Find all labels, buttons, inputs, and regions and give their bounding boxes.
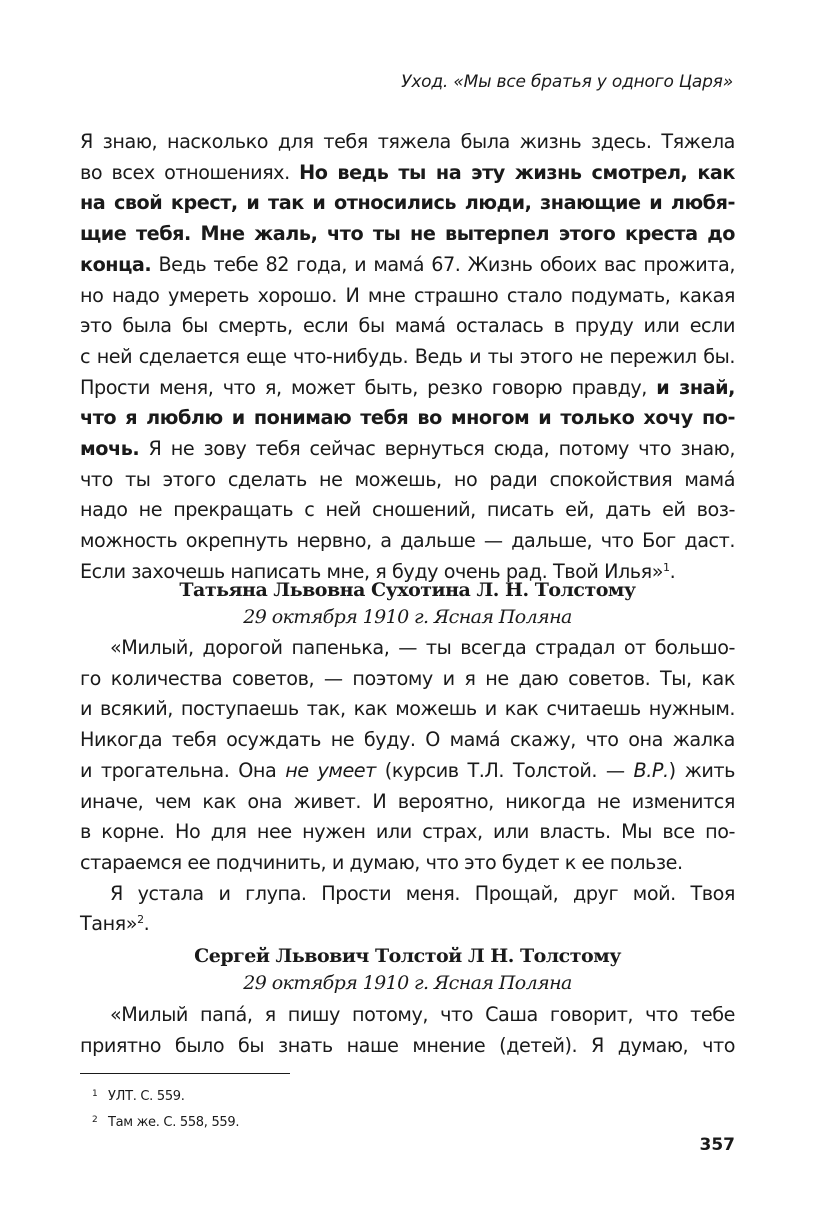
text-run: Я знаю, насколько для тебя тяжела была жизнь здесь. Тяжела [80,130,735,153]
text-line [80,188,735,219]
text-line [80,403,735,434]
footnote-ref: 1 [663,560,670,574]
text-line [80,219,735,250]
text-run: и трогательна. Она [80,758,286,782]
text-line [80,694,735,725]
bold-text-run: щие тебя. Мне жаль, что ты не вытерпел этого креста до [80,222,735,246]
text-run: ) жить [668,758,736,782]
text-line [80,633,735,664]
bold-text-run: Но ведь ты на эту жизнь смотрел, как [299,160,735,184]
text-line [80,465,735,496]
italic-text-run: В.Р. [633,758,669,782]
text-run: Таня» [80,912,138,936]
text-line [80,879,735,910]
bold-text-run: что я люблю и понимаю тебя во многом и только хочу по- [80,406,735,430]
text-run: Я не зову тебя сейчас вернуться сюда, потому что знаю, [139,437,735,461]
italic-text-run: не умеет [285,758,376,782]
footnote-text: Там же. С. 558, 559. [108,1115,240,1130]
text-line [80,281,735,312]
text-run: иначе, чем как она живет. И вероятно, никогда не изменится [80,789,735,813]
text-run: но надо умереть хорошо. И мне страшно стало подумать, какая [80,283,735,307]
bold-text-run: конца. [80,252,152,276]
footnote-mark: 2 [92,1115,98,1125]
text-line [80,434,735,465]
text-run: го количества советов, — поэтому и я не даю советов. Ты, как [80,666,735,690]
footnote [92,1110,240,1136]
text-line [80,342,735,373]
text-line [80,725,735,756]
footnotes [92,1084,240,1136]
text-line [80,848,735,879]
bold-text-run: мочь. [80,437,140,461]
text-run: что ты этого сделать не можешь, но ради спокойствия мама́ [80,467,735,491]
text-line [80,787,735,818]
text-line [80,127,735,158]
text-line [80,311,735,342]
letter-author-heading: Татьяна Львовна Сухотина Л. Н. Толстому [179,579,636,601]
text-run: во всех отношениях. [80,160,300,184]
text-run: Я устала и глупа. Прости меня. Прощай, друг мой. Твоя [110,881,735,905]
text-run: Если захочешь написать мне, я буду очень рад. Твой Илья» [80,559,664,583]
text-run: «Милый, дорогой папенька, — ты всегда страдал от большо- [110,636,735,659]
letter-ilya-text [80,127,735,588]
text-run: в корне. Но для нее нужен или страх, или власть. Мы все по- [80,820,735,844]
footnote-mark: 1 [92,1089,98,1099]
letter-date-place: 29 октября 1910 г. Ясная Поляна [243,606,572,628]
footnote-text: УЛТ. С. 559. [108,1089,185,1104]
text-line [80,664,735,695]
text-line [80,373,735,404]
letter-sergey-text [80,1000,735,1061]
text-line [80,909,735,940]
text-run: Ведь тебе 82 года, и мама́ 67. Жизнь обоих вас прожита, [151,252,735,276]
text-line [80,817,735,848]
letter-heading-tatyana [80,576,735,630]
footnote-divider [80,1073,290,1074]
letter-author-heading: Сергей Львович Толстой Л Н. Толстому [194,945,621,967]
text-line [80,1031,735,1062]
text-line [80,1000,735,1031]
text-run: с ней сделается еще что-нибудь. Ведь и ты этого не пережил бы. [80,344,735,368]
text-run: стараемся ее подчинить, и думаю, что это будет к ее пользе. [80,850,683,874]
running-head: Уход. «Мы все братья у одного Царя» [401,72,733,92]
letter-heading-sergey [80,942,735,996]
text-run: «Милый папа́, я пишу потому, что Саша говорит, что тебе [110,1003,735,1026]
bold-text-run: на свой крест, и так и относились люди, знающие и любя- [80,191,735,215]
text-line [80,158,735,189]
text-run: Прости меня, что я, может быть, резко говорю правду, [80,375,657,399]
text-line [80,495,735,526]
text-run: . [669,559,676,583]
text-run: Никогда тебя осуждать не буду. О мама́ скажу, что она жалка [80,728,735,752]
text-line [80,250,735,281]
letter-tatyana-text [80,633,735,940]
text-run: приятно было бы знать наше мнение (детей). Я думаю, что [80,1033,735,1057]
text-run: это была бы смерть, если бы мама́ осталась в пруду или если [80,314,735,338]
text-run: (курсив Т.Л. Толстой. — [375,758,634,782]
footnote [92,1084,239,1110]
text-run: . [143,912,150,936]
page-number: 357 [699,1135,735,1155]
text-run: и всякий, поступаешь так, как можешь и как считаешь нужным. [80,697,735,721]
footnote-ref: 2 [137,913,144,927]
text-run: можность окрепнуть нервно, а дальше — дальше, что Бог даст. [80,529,735,553]
text-run: надо не прекращать с ней сношений, писать ей, дать ей воз- [80,498,735,522]
bold-text-run: и знай, [656,375,735,399]
letter-date-place: 29 октября 1910 г. Ясная Поляна [243,972,572,994]
text-line [80,526,735,557]
text-line [80,756,735,787]
